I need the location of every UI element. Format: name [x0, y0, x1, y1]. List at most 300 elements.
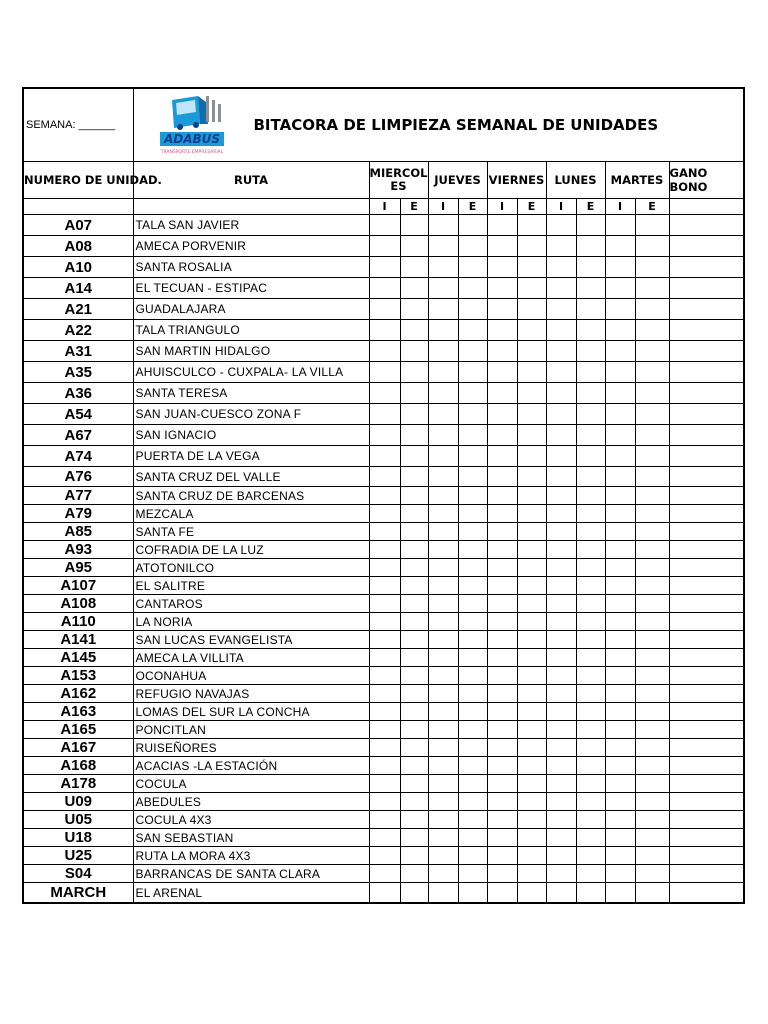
check-cell[interactable]	[517, 613, 546, 631]
check-cell[interactable]	[576, 883, 605, 904]
check-cell[interactable]	[517, 685, 546, 703]
bonus-cell[interactable]	[669, 829, 744, 847]
check-cell[interactable]	[428, 883, 458, 904]
check-cell[interactable]	[576, 505, 605, 523]
check-cell[interactable]	[576, 829, 605, 847]
check-cell[interactable]	[576, 847, 605, 865]
check-cell[interactable]	[400, 383, 428, 404]
check-cell[interactable]	[576, 559, 605, 577]
check-cell[interactable]	[546, 299, 576, 320]
check-cell[interactable]	[635, 383, 669, 404]
bonus-cell[interactable]	[669, 649, 744, 667]
bonus-cell[interactable]	[669, 446, 744, 467]
check-cell[interactable]	[605, 383, 635, 404]
check-cell[interactable]	[635, 257, 669, 278]
check-cell[interactable]	[605, 685, 635, 703]
check-cell[interactable]	[517, 299, 546, 320]
check-cell[interactable]	[635, 613, 669, 631]
check-cell[interactable]	[605, 577, 635, 595]
check-cell[interactable]	[428, 236, 458, 257]
check-cell[interactable]	[369, 631, 400, 649]
check-cell[interactable]	[428, 446, 458, 467]
check-cell[interactable]	[458, 505, 487, 523]
check-cell[interactable]	[546, 631, 576, 649]
check-cell[interactable]	[428, 467, 458, 487]
check-cell[interactable]	[487, 559, 517, 577]
check-cell[interactable]	[369, 811, 400, 829]
check-cell[interactable]	[517, 341, 546, 362]
check-cell[interactable]	[546, 829, 576, 847]
check-cell[interactable]	[635, 595, 669, 613]
check-cell[interactable]	[428, 649, 458, 667]
check-cell[interactable]	[546, 425, 576, 446]
check-cell[interactable]	[487, 667, 517, 685]
check-cell[interactable]	[576, 341, 605, 362]
check-cell[interactable]	[517, 649, 546, 667]
check-cell[interactable]	[428, 278, 458, 299]
check-cell[interactable]	[487, 523, 517, 541]
check-cell[interactable]	[487, 757, 517, 775]
check-cell[interactable]	[400, 631, 428, 649]
bonus-cell[interactable]	[669, 739, 744, 757]
check-cell[interactable]	[546, 383, 576, 404]
check-cell[interactable]	[605, 341, 635, 362]
check-cell[interactable]	[605, 404, 635, 425]
check-cell[interactable]	[546, 362, 576, 383]
check-cell[interactable]	[517, 523, 546, 541]
check-cell[interactable]	[369, 523, 400, 541]
bonus-cell[interactable]	[669, 811, 744, 829]
check-cell[interactable]	[517, 320, 546, 341]
check-cell[interactable]	[428, 541, 458, 559]
check-cell[interactable]	[576, 362, 605, 383]
check-cell[interactable]	[400, 811, 428, 829]
check-cell[interactable]	[400, 775, 428, 793]
check-cell[interactable]	[428, 341, 458, 362]
check-cell[interactable]	[400, 320, 428, 341]
bonus-cell[interactable]	[669, 404, 744, 425]
check-cell[interactable]	[400, 703, 428, 721]
check-cell[interactable]	[576, 595, 605, 613]
check-cell[interactable]	[487, 404, 517, 425]
bonus-cell[interactable]	[669, 341, 744, 362]
check-cell[interactable]	[400, 467, 428, 487]
check-cell[interactable]	[635, 739, 669, 757]
check-cell[interactable]	[605, 721, 635, 739]
check-cell[interactable]	[576, 649, 605, 667]
check-cell[interactable]	[576, 320, 605, 341]
check-cell[interactable]	[369, 404, 400, 425]
check-cell[interactable]	[605, 703, 635, 721]
check-cell[interactable]	[369, 383, 400, 404]
check-cell[interactable]	[458, 236, 487, 257]
check-cell[interactable]	[487, 829, 517, 847]
bonus-cell[interactable]	[669, 775, 744, 793]
check-cell[interactable]	[517, 847, 546, 865]
check-cell[interactable]	[458, 757, 487, 775]
check-cell[interactable]	[369, 775, 400, 793]
check-cell[interactable]	[635, 865, 669, 883]
check-cell[interactable]	[635, 631, 669, 649]
check-cell[interactable]	[635, 523, 669, 541]
check-cell[interactable]	[517, 215, 546, 236]
check-cell[interactable]	[546, 883, 576, 904]
check-cell[interactable]	[458, 320, 487, 341]
check-cell[interactable]	[635, 487, 669, 505]
check-cell[interactable]	[605, 595, 635, 613]
check-cell[interactable]	[369, 559, 400, 577]
check-cell[interactable]	[487, 425, 517, 446]
check-cell[interactable]	[517, 487, 546, 505]
check-cell[interactable]	[635, 811, 669, 829]
check-cell[interactable]	[400, 829, 428, 847]
check-cell[interactable]	[458, 257, 487, 278]
check-cell[interactable]	[605, 757, 635, 775]
check-cell[interactable]	[635, 829, 669, 847]
check-cell[interactable]	[576, 667, 605, 685]
check-cell[interactable]	[428, 865, 458, 883]
bonus-cell[interactable]	[669, 721, 744, 739]
check-cell[interactable]	[517, 793, 546, 811]
check-cell[interactable]	[458, 467, 487, 487]
check-cell[interactable]	[605, 559, 635, 577]
check-cell[interactable]	[517, 236, 546, 257]
check-cell[interactable]	[428, 631, 458, 649]
check-cell[interactable]	[400, 487, 428, 505]
check-cell[interactable]	[458, 613, 487, 631]
check-cell[interactable]	[546, 559, 576, 577]
bonus-cell[interactable]	[669, 320, 744, 341]
check-cell[interactable]	[369, 739, 400, 757]
check-cell[interactable]	[487, 649, 517, 667]
check-cell[interactable]	[369, 757, 400, 775]
check-cell[interactable]	[635, 362, 669, 383]
check-cell[interactable]	[635, 541, 669, 559]
check-cell[interactable]	[635, 320, 669, 341]
check-cell[interactable]	[576, 721, 605, 739]
bonus-cell[interactable]	[669, 487, 744, 505]
check-cell[interactable]	[458, 341, 487, 362]
week-field[interactable]	[23, 88, 133, 162]
check-cell[interactable]	[546, 257, 576, 278]
check-cell[interactable]	[400, 685, 428, 703]
check-cell[interactable]	[458, 278, 487, 299]
check-cell[interactable]	[605, 829, 635, 847]
check-cell[interactable]	[635, 577, 669, 595]
check-cell[interactable]	[546, 739, 576, 757]
check-cell[interactable]	[400, 721, 428, 739]
check-cell[interactable]	[635, 467, 669, 487]
check-cell[interactable]	[369, 505, 400, 523]
check-cell[interactable]	[369, 362, 400, 383]
check-cell[interactable]	[458, 446, 487, 467]
check-cell[interactable]	[458, 667, 487, 685]
check-cell[interactable]	[605, 775, 635, 793]
check-cell[interactable]	[458, 775, 487, 793]
check-cell[interactable]	[576, 446, 605, 467]
bonus-cell[interactable]	[669, 541, 744, 559]
check-cell[interactable]	[546, 467, 576, 487]
check-cell[interactable]	[635, 278, 669, 299]
bonus-cell[interactable]	[669, 685, 744, 703]
check-cell[interactable]	[635, 847, 669, 865]
bonus-cell[interactable]	[669, 467, 744, 487]
check-cell[interactable]	[400, 793, 428, 811]
check-cell[interactable]	[400, 649, 428, 667]
check-cell[interactable]	[546, 541, 576, 559]
check-cell[interactable]	[400, 541, 428, 559]
check-cell[interactable]	[487, 811, 517, 829]
check-cell[interactable]	[517, 775, 546, 793]
check-cell[interactable]	[605, 320, 635, 341]
check-cell[interactable]	[517, 739, 546, 757]
check-cell[interactable]	[546, 505, 576, 523]
check-cell[interactable]	[635, 685, 669, 703]
check-cell[interactable]	[635, 703, 669, 721]
check-cell[interactable]	[400, 595, 428, 613]
check-cell[interactable]	[487, 685, 517, 703]
check-cell[interactable]	[546, 811, 576, 829]
check-cell[interactable]	[458, 523, 487, 541]
check-cell[interactable]	[487, 362, 517, 383]
check-cell[interactable]	[428, 383, 458, 404]
check-cell[interactable]	[487, 446, 517, 467]
check-cell[interactable]	[517, 865, 546, 883]
check-cell[interactable]	[546, 685, 576, 703]
check-cell[interactable]	[517, 257, 546, 278]
check-cell[interactable]	[546, 757, 576, 775]
check-cell[interactable]	[487, 775, 517, 793]
bonus-cell[interactable]	[669, 703, 744, 721]
check-cell[interactable]	[369, 467, 400, 487]
check-cell[interactable]	[576, 865, 605, 883]
check-cell[interactable]	[517, 559, 546, 577]
check-cell[interactable]	[458, 362, 487, 383]
check-cell[interactable]	[487, 320, 517, 341]
check-cell[interactable]	[458, 595, 487, 613]
check-cell[interactable]	[605, 487, 635, 505]
check-cell[interactable]	[546, 236, 576, 257]
check-cell[interactable]	[400, 613, 428, 631]
check-cell[interactable]	[400, 739, 428, 757]
check-cell[interactable]	[605, 446, 635, 467]
check-cell[interactable]	[605, 523, 635, 541]
check-cell[interactable]	[428, 320, 458, 341]
check-cell[interactable]	[458, 793, 487, 811]
check-cell[interactable]	[369, 446, 400, 467]
check-cell[interactable]	[605, 278, 635, 299]
check-cell[interactable]	[635, 775, 669, 793]
check-cell[interactable]	[400, 236, 428, 257]
bonus-cell[interactable]	[669, 425, 744, 446]
check-cell[interactable]	[369, 613, 400, 631]
check-cell[interactable]	[487, 613, 517, 631]
check-cell[interactable]	[369, 829, 400, 847]
check-cell[interactable]	[458, 541, 487, 559]
check-cell[interactable]	[428, 487, 458, 505]
check-cell[interactable]	[369, 215, 400, 236]
check-cell[interactable]	[576, 739, 605, 757]
check-cell[interactable]	[487, 215, 517, 236]
check-cell[interactable]	[576, 703, 605, 721]
bonus-cell[interactable]	[669, 523, 744, 541]
bonus-cell[interactable]	[669, 577, 744, 595]
check-cell[interactable]	[400, 577, 428, 595]
check-cell[interactable]	[605, 883, 635, 904]
check-cell[interactable]	[400, 278, 428, 299]
bonus-cell[interactable]	[669, 793, 744, 811]
bonus-cell[interactable]	[669, 847, 744, 865]
check-cell[interactable]	[546, 446, 576, 467]
check-cell[interactable]	[546, 721, 576, 739]
check-cell[interactable]	[428, 829, 458, 847]
check-cell[interactable]	[428, 703, 458, 721]
check-cell[interactable]	[458, 383, 487, 404]
check-cell[interactable]	[369, 793, 400, 811]
check-cell[interactable]	[546, 703, 576, 721]
check-cell[interactable]	[605, 649, 635, 667]
check-cell[interactable]	[428, 559, 458, 577]
check-cell[interactable]	[428, 847, 458, 865]
check-cell[interactable]	[605, 362, 635, 383]
check-cell[interactable]	[458, 425, 487, 446]
check-cell[interactable]	[635, 341, 669, 362]
check-cell[interactable]	[546, 775, 576, 793]
check-cell[interactable]	[546, 341, 576, 362]
check-cell[interactable]	[428, 257, 458, 278]
check-cell[interactable]	[635, 667, 669, 685]
check-cell[interactable]	[400, 257, 428, 278]
check-cell[interactable]	[605, 739, 635, 757]
check-cell[interactable]	[605, 667, 635, 685]
check-cell[interactable]	[400, 559, 428, 577]
check-cell[interactable]	[635, 299, 669, 320]
check-cell[interactable]	[605, 811, 635, 829]
check-cell[interactable]	[517, 577, 546, 595]
check-cell[interactable]	[428, 667, 458, 685]
check-cell[interactable]	[487, 236, 517, 257]
check-cell[interactable]	[400, 341, 428, 362]
check-cell[interactable]	[517, 631, 546, 649]
check-cell[interactable]	[635, 793, 669, 811]
check-cell[interactable]	[517, 278, 546, 299]
check-cell[interactable]	[369, 341, 400, 362]
check-cell[interactable]	[576, 257, 605, 278]
check-cell[interactable]	[369, 595, 400, 613]
check-cell[interactable]	[458, 299, 487, 320]
check-cell[interactable]	[546, 847, 576, 865]
check-cell[interactable]	[576, 757, 605, 775]
check-cell[interactable]	[487, 341, 517, 362]
bonus-cell[interactable]	[669, 362, 744, 383]
check-cell[interactable]	[576, 278, 605, 299]
check-cell[interactable]	[635, 236, 669, 257]
check-cell[interactable]	[400, 847, 428, 865]
check-cell[interactable]	[517, 667, 546, 685]
check-cell[interactable]	[605, 865, 635, 883]
check-cell[interactable]	[517, 703, 546, 721]
check-cell[interactable]	[487, 299, 517, 320]
check-cell[interactable]	[576, 404, 605, 425]
check-cell[interactable]	[546, 613, 576, 631]
check-cell[interactable]	[428, 362, 458, 383]
check-cell[interactable]	[546, 577, 576, 595]
check-cell[interactable]	[369, 541, 400, 559]
check-cell[interactable]	[605, 425, 635, 446]
bonus-cell[interactable]	[669, 883, 744, 904]
check-cell[interactable]	[605, 257, 635, 278]
check-cell[interactable]	[517, 829, 546, 847]
check-cell[interactable]	[546, 404, 576, 425]
check-cell[interactable]	[635, 721, 669, 739]
bonus-cell[interactable]	[669, 865, 744, 883]
check-cell[interactable]	[546, 215, 576, 236]
check-cell[interactable]	[458, 883, 487, 904]
check-cell[interactable]	[487, 883, 517, 904]
check-cell[interactable]	[487, 278, 517, 299]
check-cell[interactable]	[605, 467, 635, 487]
check-cell[interactable]	[369, 847, 400, 865]
check-cell[interactable]	[635, 446, 669, 467]
check-cell[interactable]	[546, 278, 576, 299]
check-cell[interactable]	[400, 505, 428, 523]
check-cell[interactable]	[635, 649, 669, 667]
check-cell[interactable]	[517, 467, 546, 487]
check-cell[interactable]	[487, 865, 517, 883]
bonus-cell[interactable]	[669, 278, 744, 299]
check-cell[interactable]	[428, 775, 458, 793]
check-cell[interactable]	[458, 649, 487, 667]
check-cell[interactable]	[458, 829, 487, 847]
check-cell[interactable]	[576, 793, 605, 811]
check-cell[interactable]	[428, 793, 458, 811]
check-cell[interactable]	[487, 257, 517, 278]
check-cell[interactable]	[635, 883, 669, 904]
check-cell[interactable]	[487, 383, 517, 404]
check-cell[interactable]	[400, 523, 428, 541]
check-cell[interactable]	[546, 865, 576, 883]
check-cell[interactable]	[576, 541, 605, 559]
check-cell[interactable]	[428, 757, 458, 775]
check-cell[interactable]	[458, 577, 487, 595]
check-cell[interactable]	[635, 559, 669, 577]
bonus-cell[interactable]	[669, 613, 744, 631]
check-cell[interactable]	[428, 613, 458, 631]
check-cell[interactable]	[517, 383, 546, 404]
check-cell[interactable]	[400, 404, 428, 425]
check-cell[interactable]	[428, 577, 458, 595]
check-cell[interactable]	[635, 215, 669, 236]
check-cell[interactable]	[400, 757, 428, 775]
check-cell[interactable]	[546, 523, 576, 541]
check-cell[interactable]	[458, 487, 487, 505]
bonus-cell[interactable]	[669, 559, 744, 577]
check-cell[interactable]	[635, 757, 669, 775]
check-cell[interactable]	[428, 811, 458, 829]
bonus-cell[interactable]	[669, 383, 744, 404]
check-cell[interactable]	[428, 215, 458, 236]
check-cell[interactable]	[576, 299, 605, 320]
check-cell[interactable]	[605, 613, 635, 631]
check-cell[interactable]	[428, 739, 458, 757]
check-cell[interactable]	[369, 649, 400, 667]
check-cell[interactable]	[458, 404, 487, 425]
check-cell[interactable]	[458, 847, 487, 865]
check-cell[interactable]	[487, 505, 517, 523]
check-cell[interactable]	[400, 299, 428, 320]
bonus-cell[interactable]	[669, 299, 744, 320]
check-cell[interactable]	[487, 595, 517, 613]
